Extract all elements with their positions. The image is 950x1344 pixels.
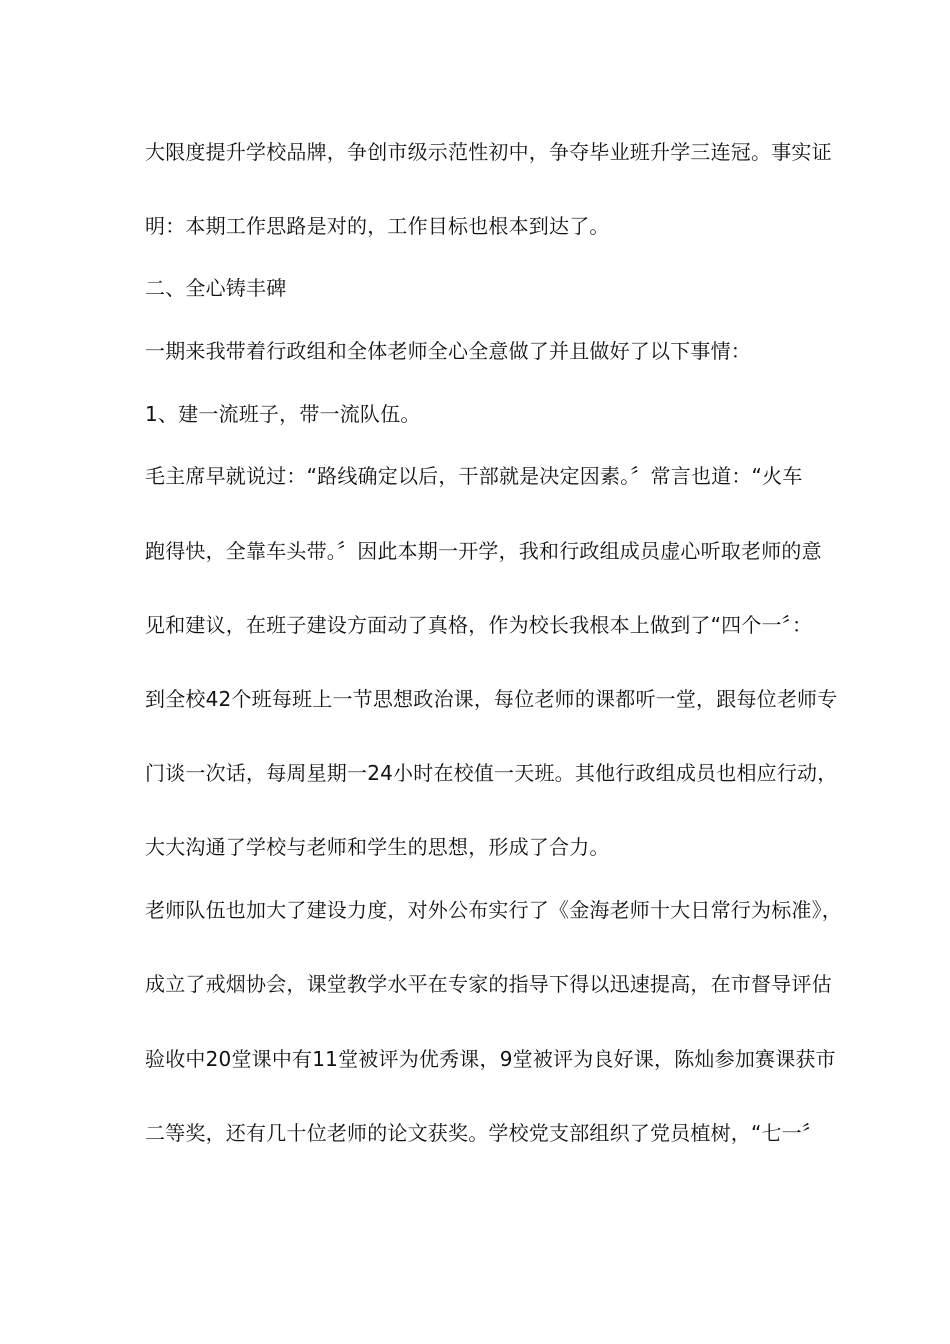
text-line-15: 二等奖，还有几十位老师的论文获奖。学校党支部组织了党员植树，“七一〞 [145, 1121, 823, 1145]
text-line-2: 明：本期工作思路是对的，工作目标也根本到达了。 [145, 214, 610, 238]
text-line-9: 到全校42个班每班上一节思想政治课，每位老师的课都听一堂，跟每位老师专 [145, 687, 838, 711]
subsection-heading: 1、建一流班子，带一流队伍。 [145, 402, 421, 426]
text-line-8: 见和建议，在班子建设方面动了真格，作为校长我根本上做到了“四个一〞： [145, 613, 813, 637]
text-line-13: 成立了戒烟协会，课堂教学水平在专家的指导下得以迅速提高，在市督导评估 [145, 972, 832, 996]
text-line-1: 大限度提升学校品牌，争创市级示范性初中，争夺毕业班升学三连冠。事实证 [145, 140, 832, 164]
text-line-10: 门谈一次话，每周星期一24小时在校值一天班。其他行政组成员也相应行动， [145, 761, 838, 785]
section-heading: 二、全心铸丰碑 [145, 276, 287, 300]
text-line-12: 老师队伍也加大了建设力度，对外公布实行了《金海老师十大日常行为标准》， [145, 898, 842, 922]
text-line-4: 一期来我带着行政组和全体老师全心全意做了并且做好了以下事情： [145, 339, 751, 363]
text-line-11: 大大沟通了学校与老师和学生的思想，形成了合力。 [145, 835, 610, 859]
text-line-14: 验收中20堂课中有11堂被评为优秀课，9堂被评为良好课，陈灿参加赛课获市 [145, 1047, 836, 1071]
text-line-7: 跑得快，全靠车头带。〞因此本期一开学，我和行政组成员虚心听取老师的意 [145, 539, 822, 563]
text-line-6: 毛主席早就说过：“路线确定以后，干部就是决定因素。〞常言也道：“火车 [145, 464, 803, 488]
